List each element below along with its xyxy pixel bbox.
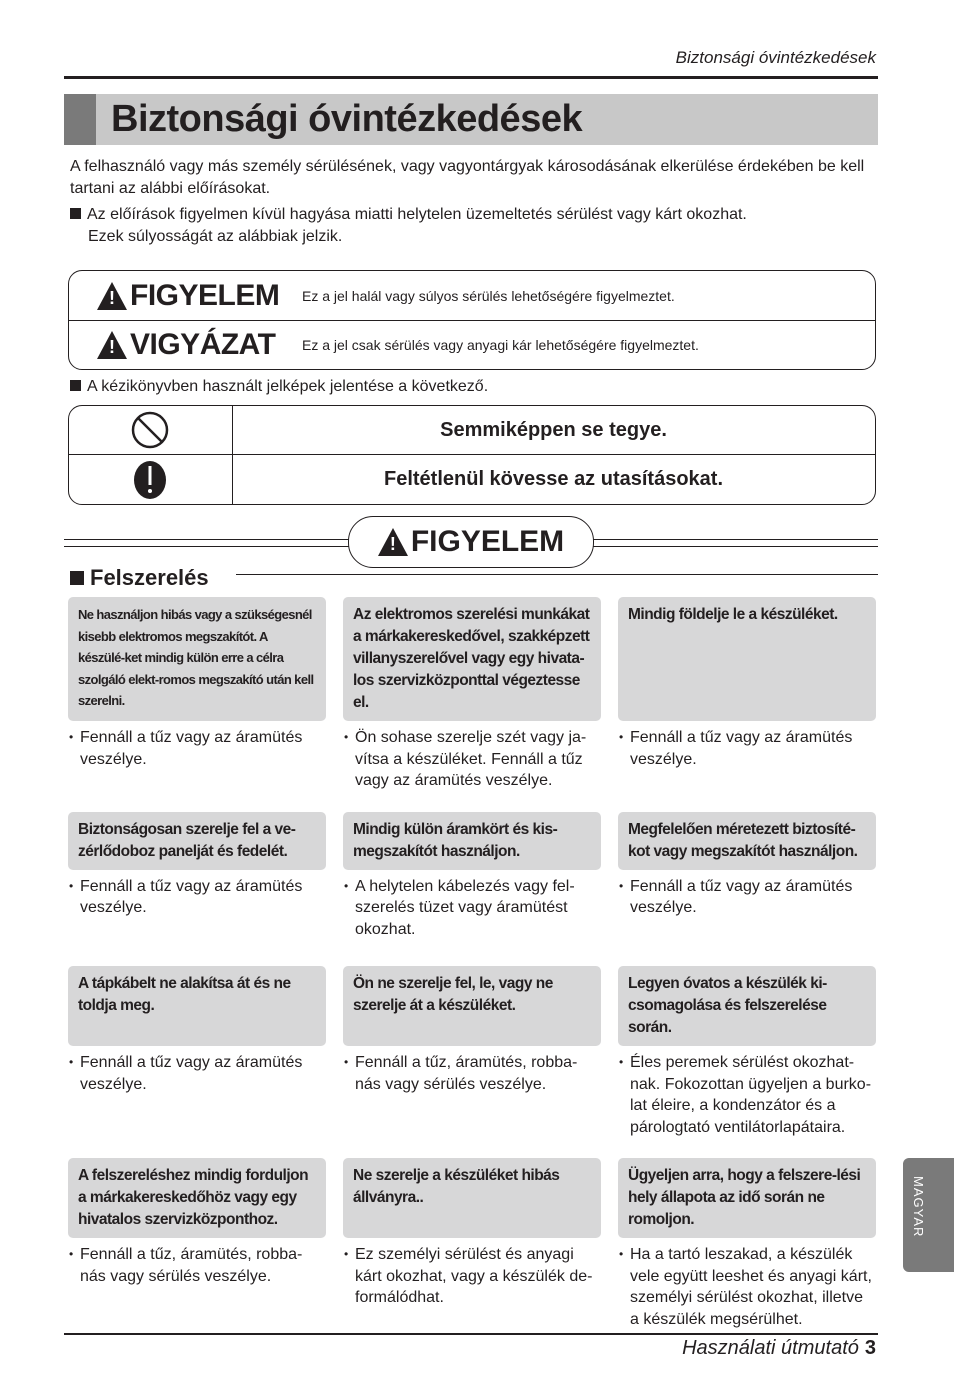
bullet-square-icon xyxy=(70,571,84,585)
card-title: Az elektromos szerelési munkákat a márkakereskedővel, szakképzett villanyszerelővel vagy egy hivata-los szervizközponttal végeztesse el. xyxy=(343,597,601,721)
intro-line: Az előírások figyelmen kívül hagyása miatti helytelen üzemeltetés sérülést vagy kárt okozhat. xyxy=(87,206,747,223)
card-title: Mindig földelje le a készüléket. xyxy=(618,597,876,721)
severity-label: VIGYÁZAT xyxy=(130,327,276,361)
footer-rule xyxy=(64,1333,878,1335)
symbols-intro-text: A kézikönyvben használt jelképek jelentése a következő. xyxy=(87,378,489,395)
warning-banner xyxy=(348,516,594,568)
section-title: Felszerelés xyxy=(90,565,209,590)
card-note: • Ha a tartó leszakad, a készülék vele együtt leeshet és anyagi kárt, személyi sérülést okozhat, illetve a készülék megsérülhet. xyxy=(618,1244,876,1330)
exclamation-icon xyxy=(69,460,232,500)
card-row xyxy=(68,1158,876,1330)
prohibition-icon xyxy=(69,410,232,450)
card-note: • Fennáll a tűz, áramütés, robba-nás vagy sérülés veszélye. xyxy=(68,1244,326,1330)
severity-desc: Ez a jel halál vagy súlyos sérülés lehetőségére figyelmeztet. xyxy=(302,287,675,304)
bullet-square-icon xyxy=(70,380,81,391)
warning-triangle-icon xyxy=(378,528,408,556)
page-number: 3 xyxy=(864,1337,876,1359)
warning-triangle-icon xyxy=(97,282,127,310)
card-note: • Éles peremek sérülést okozhat-nak. Fokozottan ügyeljen a burko-lat éleire, a kondenzátor és a párologtató ventilátorlapátaira. xyxy=(618,1052,876,1138)
card-title: Ön ne szerelje fel, le, vagy ne szerelje át a készüléket. xyxy=(343,966,601,1046)
symbol-meaning: Semmiképpen se tegye. xyxy=(440,418,667,441)
language-tab xyxy=(903,1158,954,1272)
footer xyxy=(682,1337,876,1360)
header-rule xyxy=(64,76,878,79)
intro-paragraph: A felhasználó vagy más személy sérülésének, vagy vagyontárgyak károsodásának elkerülése érdekében be kell tartani az alábbi előírásokat. xyxy=(70,158,865,197)
card-row xyxy=(68,966,876,1138)
card-title: Ne használjon hibás vagy a szükségesnél kisebb elektromos megszakítót. A készülé-ket mindig külön erre a célra szolgáló elekt-romos megszakító után kell szerelni. xyxy=(68,597,326,721)
card-title: Ügyeljen arra, hogy a felszere-lési hely állapota az idő során ne romoljon. xyxy=(618,1158,876,1238)
card-row xyxy=(68,597,876,792)
symbol-row xyxy=(69,406,875,455)
card-title: Megfelelően méretezett biztosíté-kot vagy megszakítót használjon. xyxy=(618,812,876,870)
severity-desc: Ez a jel csak sérülés vagy anyagi kár lehetőségére figyelmeztet. xyxy=(302,336,699,353)
title-bar xyxy=(64,94,878,145)
installation-cards xyxy=(68,597,876,1330)
severity-row-warning xyxy=(69,271,875,321)
card-note: • Ez személyi sérülést és anyagi kárt okozhat, vagy a készülék de-formálódhat. xyxy=(343,1244,601,1330)
severity-legend xyxy=(68,270,876,370)
warning-triangle-icon xyxy=(97,331,127,359)
severity-label: FIGYELEM xyxy=(130,278,280,312)
section-rule xyxy=(236,574,878,575)
symbols-intro xyxy=(70,376,488,398)
card-note: • Fennáll a tűz vagy az áramütés veszélye. xyxy=(68,727,326,792)
page-title: Biztonsági óvintézkedések xyxy=(111,98,583,140)
symbol-row xyxy=(69,455,875,504)
intro-paragraph-2 xyxy=(70,204,747,248)
card-title: A felszereléshez mindig forduljon a márkakereskedőhöz vagy egy hivatalos szervizközponthoz. xyxy=(68,1158,326,1238)
card-note: • Fennáll a tűz vagy az áramütés veszélye. xyxy=(618,876,876,941)
intro-line: Ezek súlyosságát az alábbiak jelzik. xyxy=(88,228,343,245)
card-title: Mindig külön áramkört és kis-megszakítót használjon. xyxy=(343,812,601,870)
severity-row-caution xyxy=(69,320,875,369)
card-title: A tápkábelt ne alakítsa át és ne toldja meg. xyxy=(68,966,326,1046)
card-note: • Fennáll a tűz, áramütés, robba-nás vagy sérülés veszélye. xyxy=(343,1052,601,1138)
banner-label: FIGYELEM xyxy=(410,525,565,558)
symbol-meaning: Feltétlenül kövesse az utasításokat. xyxy=(383,468,724,490)
bullet-square-icon xyxy=(70,208,81,219)
card-title: Biztonságosan szerelje fel a ve-zérlődoboz panelját és fedelét. xyxy=(68,812,326,870)
card-title: Ne szerelje a készüléket hibás állványra.. xyxy=(343,1158,601,1238)
card-note: • Fennáll a tűz vagy az áramütés veszélye. xyxy=(618,727,876,792)
section-heading xyxy=(70,565,217,591)
card-title: Legyen óvatos a készülék ki-csomagolása és felszerelése során. xyxy=(618,966,876,1046)
running-header: Biztonsági óvintézkedések xyxy=(675,48,876,67)
footer-text: Használati útmutató xyxy=(682,1337,859,1359)
card-note: • Ön sohase szerelje szét vagy ja-vítsa a készüléket. Fennáll a tűz vagy az áramütés veszélye. xyxy=(343,727,601,792)
symbols-legend xyxy=(68,405,876,505)
card-row xyxy=(68,812,876,941)
card-note: • Fennáll a tűz vagy az áramütés veszélye. xyxy=(68,876,326,941)
card-note: • A helytelen kábelezés vagy fel-szerelés tüzet vagy áramütést okozhat. xyxy=(343,876,601,941)
language-tab-label: MAGYAR xyxy=(911,1176,926,1238)
card-note: • Fennáll a tűz vagy az áramütés veszélye. xyxy=(68,1052,326,1138)
